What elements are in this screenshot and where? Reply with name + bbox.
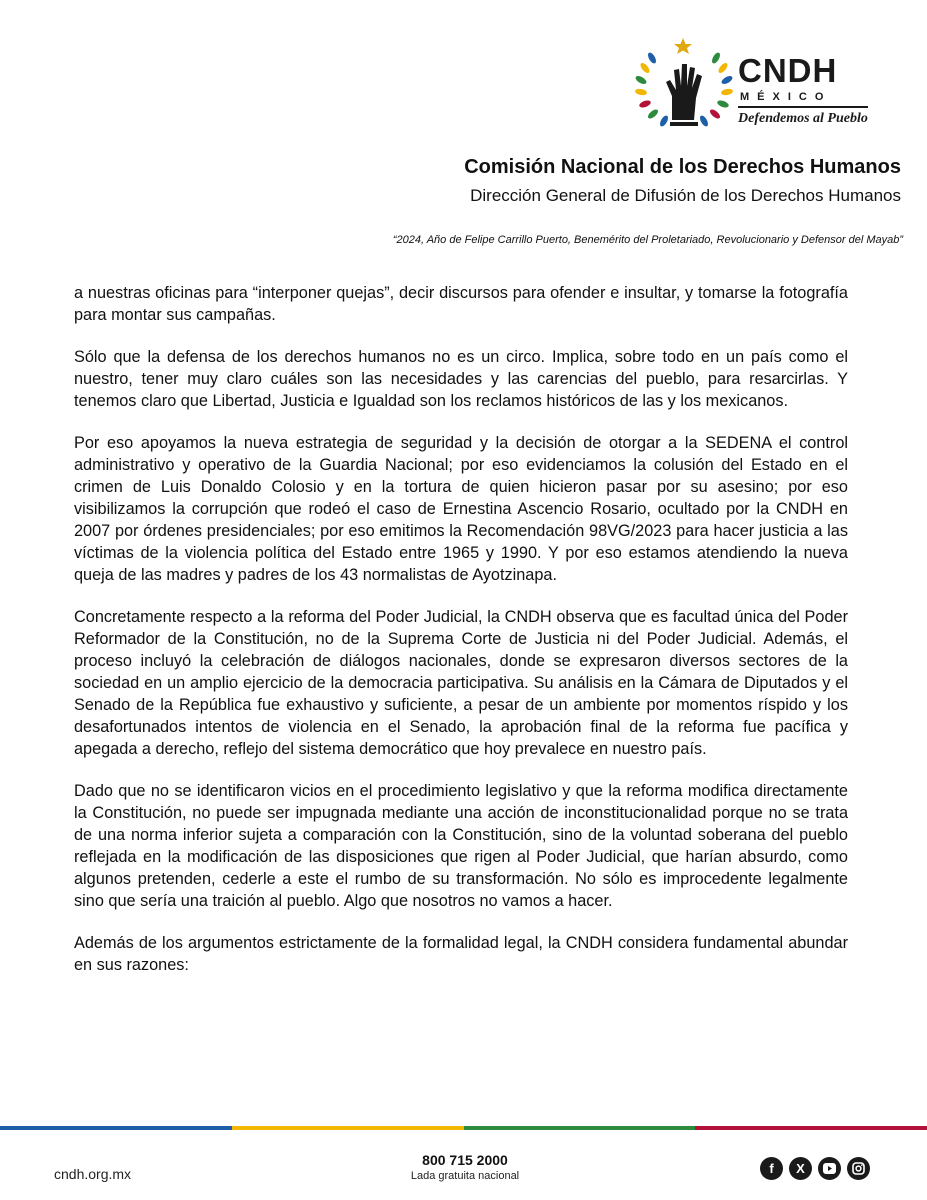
footer-phone: [380, 1152, 550, 1182]
paragraph: Concretamente respecto a la reforma del Poder Judicial, la CNDH observa que es facultad única del Poder Reformador de la Constitución, no de la Suprema Corte de Justicia ni del Poder Judicial. Además, el proceso incluyó la celebración de diálogos nacionales, donde se expresaron diversos sectores de la sociedad en un amplio ejercicio de la democracia participativa. Su análisis en la Cámara de Diputados y el Senado de la República fue exhaustivo y suficiente, a pesar de un ambiente por momentos ríspido y los desafortunados intentos de violencia en el Senado, la aprobación final de la reforma fue pacífica y apegada a derecho, reflejo del sistema democrático que hoy prevalece en nuestro país.: [74, 608, 848, 758]
phone-note: Lada gratuita nacional: [410, 1170, 520, 1182]
logo-wordmark: [738, 54, 878, 127]
social-links: [760, 1157, 870, 1180]
logo-name: CNDH: [738, 52, 838, 89]
rule-segment-red: [695, 1126, 927, 1130]
instagram-icon[interactable]: [847, 1157, 870, 1180]
footer-color-rule: [0, 1126, 927, 1130]
youtube-icon[interactable]: [818, 1157, 841, 1180]
year-motto: “2024, Año de Felipe Carrillo Puerto, Benemérito del Proletariado, Revolucionario y Defensor del Mayab”: [392, 234, 903, 246]
facebook-icon[interactable]: f: [760, 1157, 783, 1180]
logo-country: MÉXICO: [740, 91, 832, 103]
paragraph: Por eso apoyamos la nueva estrategia de seguridad y la decisión de otorgar a la SEDENA el control administrativo y operativo de la Guardia Nacional; por eso evidenciamos la colusión del Estado en el crimen de Luis Donaldo Colosio y en la tortura de quien hicieron pasar por su asesino; por eso visibilizamos la corrupción que rodeó el caso de Ernestina Ascencio Rosario, ocultado por la CNDH en 2007 por órdenes presidenciales; por eso emitimos la Recomendación 98VG/2023 para hacer justicia a las víctimas de la violencia política del Estado entre 1965 y 1990. Y por eso estamos atendiendo la nueva queja de las madres y padres de los 43 normalistas de Ayotzinapa.: [74, 434, 848, 584]
organization-subtitle: Dirección General de Difusión de los Derechos Humanos: [470, 186, 901, 205]
document-body: [74, 282, 848, 996]
organization-title: Comisión Nacional de los Derechos Humanos: [464, 156, 901, 178]
paragraph: a nuestras oficinas para “interponer quejas”, decir discursos para ofender e insultar, y tomarse la fotografía para montar sus campañas.: [74, 284, 848, 324]
rule-segment-blue: [0, 1126, 232, 1130]
logo-tagline: Defendemos al Pueblo: [738, 111, 868, 126]
rule-segment-yellow: [232, 1126, 464, 1130]
logo-divider: [738, 106, 868, 108]
rule-segment-green: [464, 1126, 695, 1130]
paragraph: Dado que no se identificaron vicios en el procedimiento legislativo y que la reforma modifica directamente la Constitución, no puede ser impugnada mediante una acción de inconstitucionalidad porque no se trata de una norma inferior sujeta a comparación con la Constitución, sino de la voluntad soberana del pueblo reflejada en la modificación de las disposiciones que rigen al Poder Judicial, que harían absurdo, como algunos pretenden, cederle a este el rumbo de su transformación. No sólo es improcedente legalmente sino que sería una traición al pueblo. Algo que nosotros no vamos a hacer.: [74, 782, 848, 910]
paragraph: Sólo que la defensa de los derechos humanos no es un circo. Implica, sobre todo en un país como el nuestro, tener muy claro cuáles son las necesidades y las carencias del pueblo, para resarcirlas. Y tenemos claro que Libertad, Justicia e Igualdad son los reclamos históricos de las y los mexicanos.: [74, 348, 848, 410]
hand-emblem-icon: [630, 34, 740, 134]
footer-website-link[interactable]: cndh.org.mx: [54, 1166, 132, 1182]
paragraph: Además de los argumentos estrictamente de la formalidad legal, la CNDH considera fundamental abundar en sus razones:: [74, 934, 848, 974]
phone-number[interactable]: 800 715 2000: [422, 1152, 508, 1168]
x-icon[interactable]: X: [789, 1157, 812, 1180]
